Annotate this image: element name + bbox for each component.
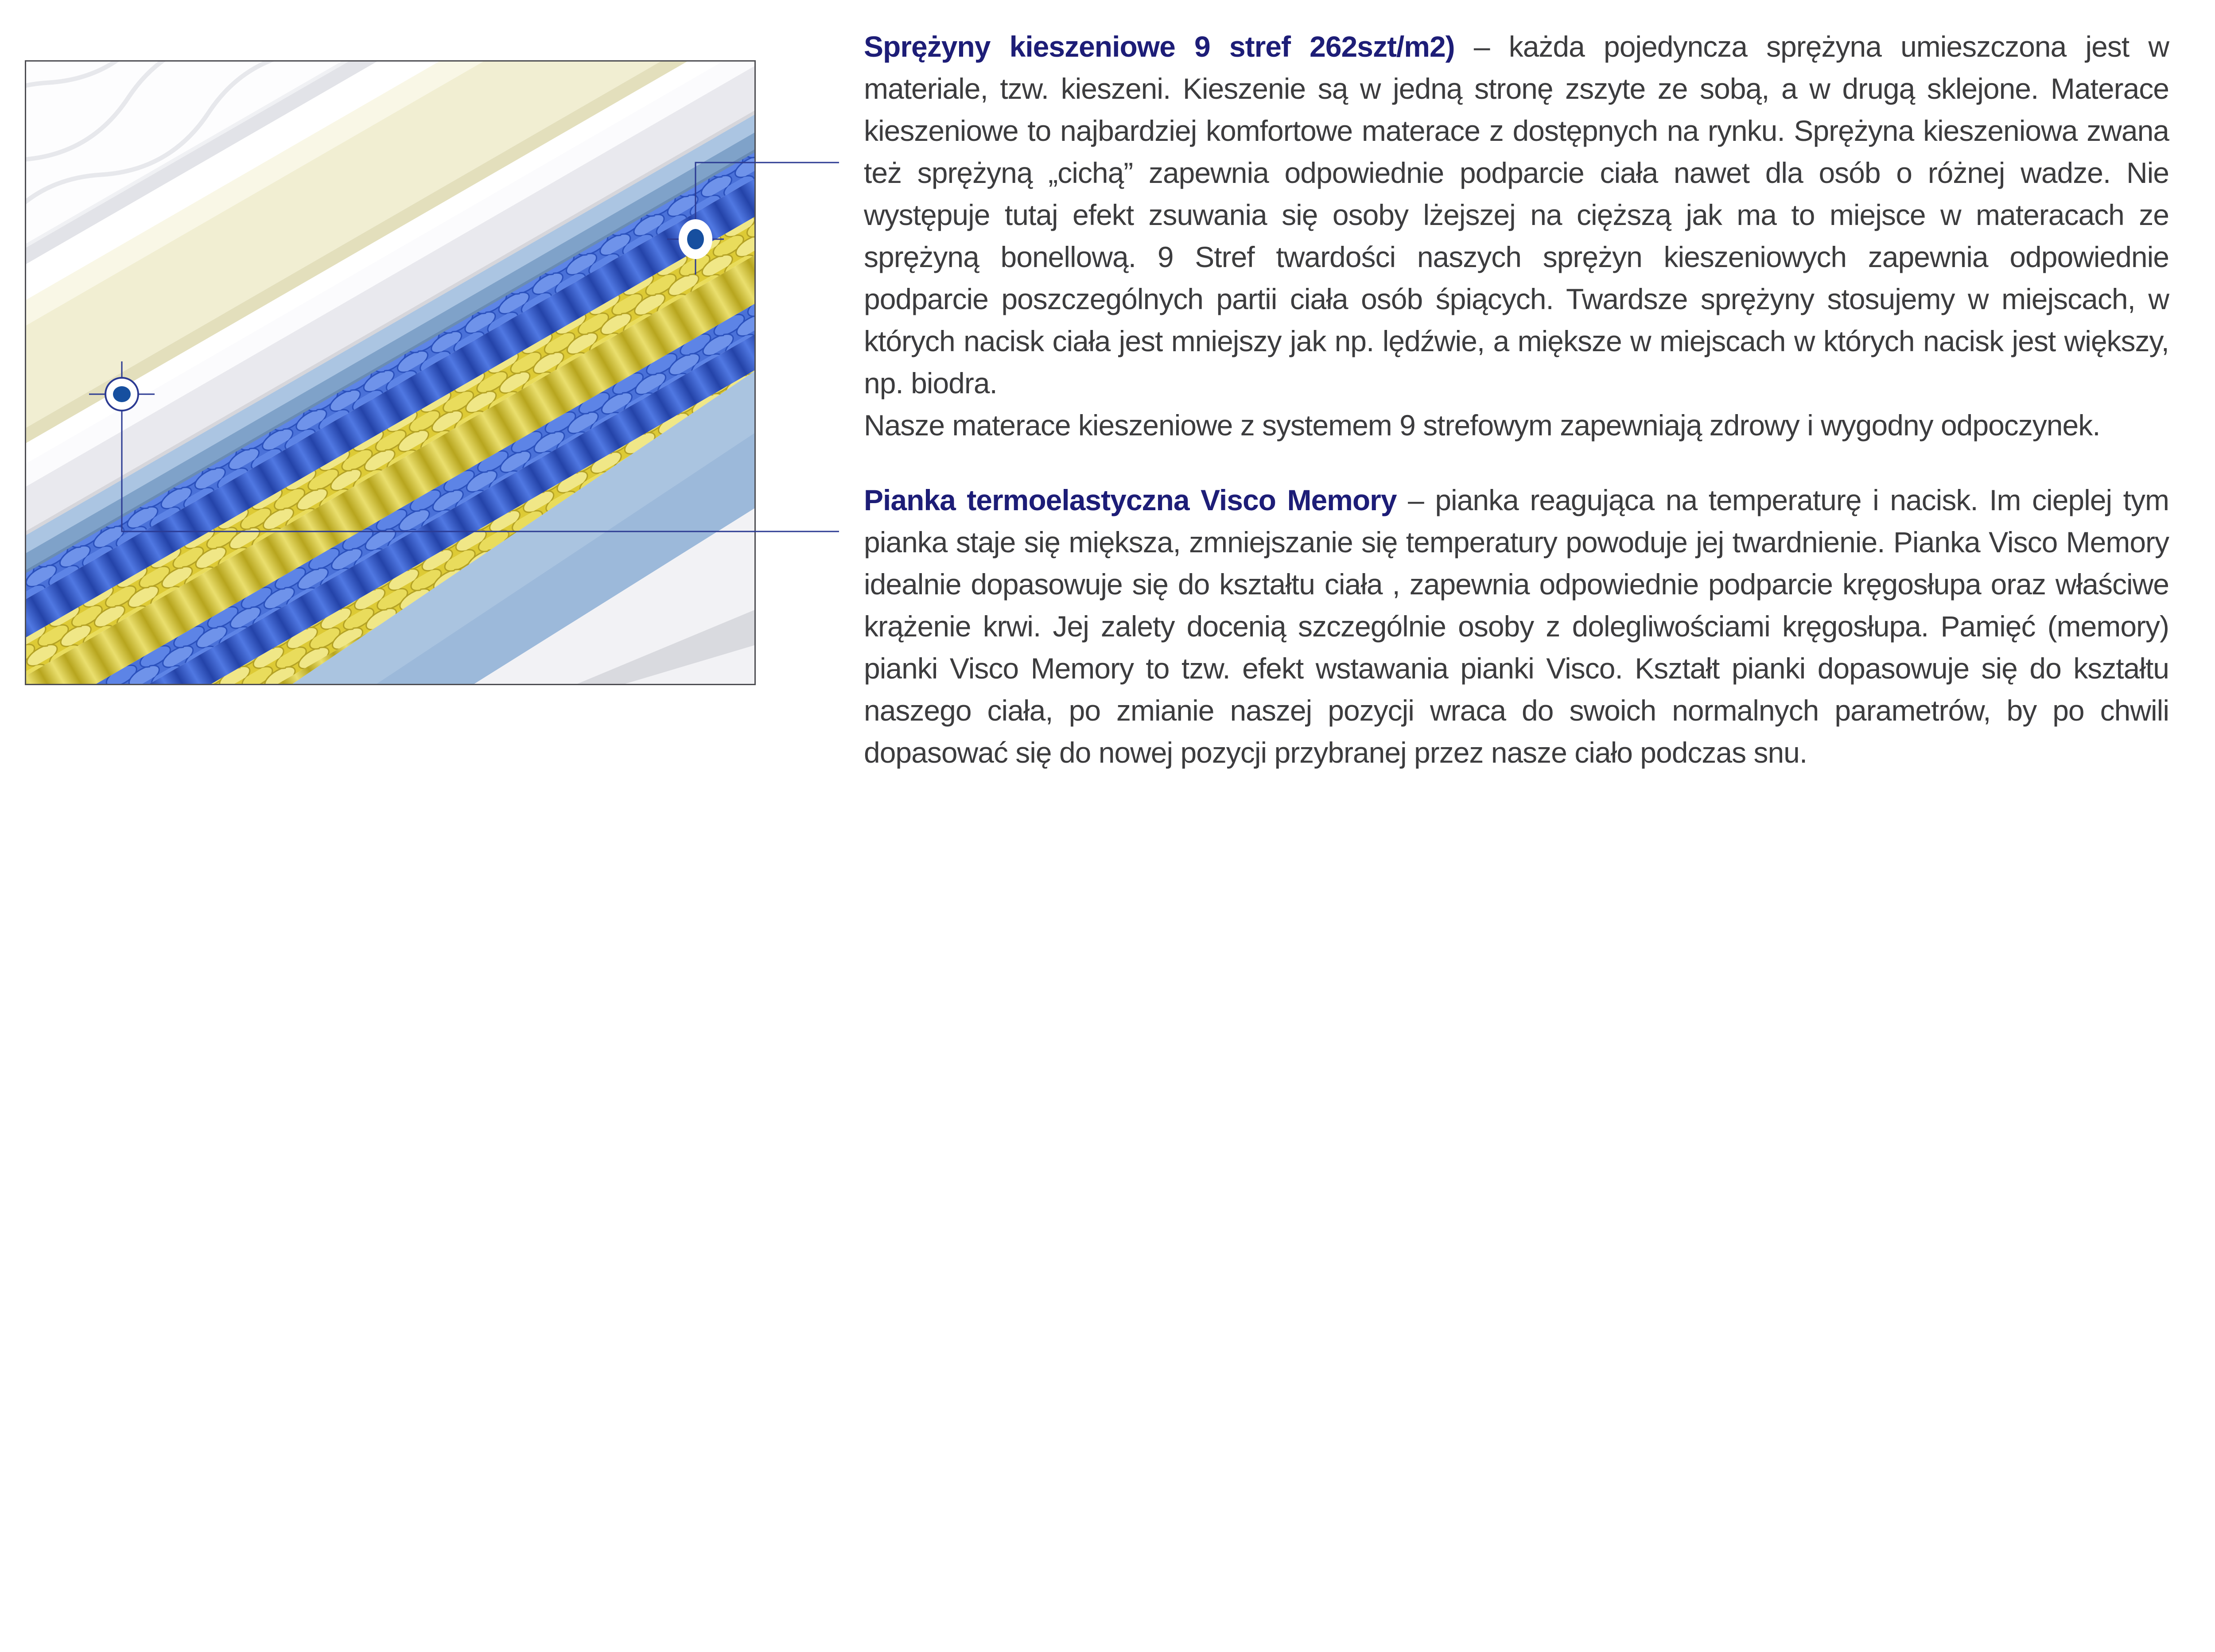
- springs-body: – każda pojedyncza sprężyna umieszczona jest w materiale, tzw. kieszeni. Kieszenie są w jedną stronę zszyte ze sobą, a w drugą sklejone. Materace kieszeniowe to najbardziej komfortowe materace z dostępnych na rynku. Sprężyna kieszeniowa zwana też sprężyną „cichą” zapewnia odpowiednie podparcie ciała nawet dla osób o różnej wadze. Nie występuje tutaj efekt zsuwania się osoby lżejszej na cięższą jak ma to miejsce w materacach ze sprężyną bonellową. 9 Stref twardości naszych sprężyn kieszeniowych zapewnia odpowiednie podparcie poszczególnych partii ciała osób śpiących. Twardsze sprężyny stosujemy w miejscach, w których nacisk ciała jest mniejszy jak np. lędźwie, a miększe w miejscach w których nacisk jest większy, np. biodra.: [864, 30, 2169, 399]
- marker-dot-icon: [687, 229, 704, 249]
- springs-heading: Sprężyny kieszeniowe 9 stref 262szt/m2): [864, 30, 1455, 63]
- mattress-photo: [25, 60, 756, 685]
- marker-dot-icon: [113, 386, 131, 402]
- foam-body: – pianka reagująca na temperaturę i nacisk. Im cieplej tym pianka staje się miększa, zmniejszanie się temperatury powoduje jej twardnienie. Pianka Visco Memory idealnie dopasowuje się do kształtu ciała , zapewnia odpowiednie podparcie kręgosłupa oraz właściwe krążenie krwi. Jej zalety docenią szczególnie osoby z dolegliwościami kręgosłupa. Pamięć (memory) pianki Visco Memory to tzw. efekt wstawania pianki Visco. Kształt pianki dopasowuje się do kształtu naszego ciała, po zmianie naszej pozycji wraca do swoich normalnych parametrów, by po chwili dopasować się do nowej pozycji przybranej przez nasze ciało podczas snu.: [864, 484, 2169, 769]
- paragraph-foam: [864, 479, 2169, 774]
- paragraph-springs: [864, 26, 2169, 404]
- foam-heading: Pianka termoelastyczna Visco Memory: [864, 484, 1397, 516]
- description-text: [864, 26, 2169, 774]
- springs-note: Nasze materace kieszeniowe z systemem 9 strefowym zapewniają zdrowy i wygodny odpoczynek.: [864, 409, 2100, 442]
- mattress-cross-section-figure: [25, 60, 756, 685]
